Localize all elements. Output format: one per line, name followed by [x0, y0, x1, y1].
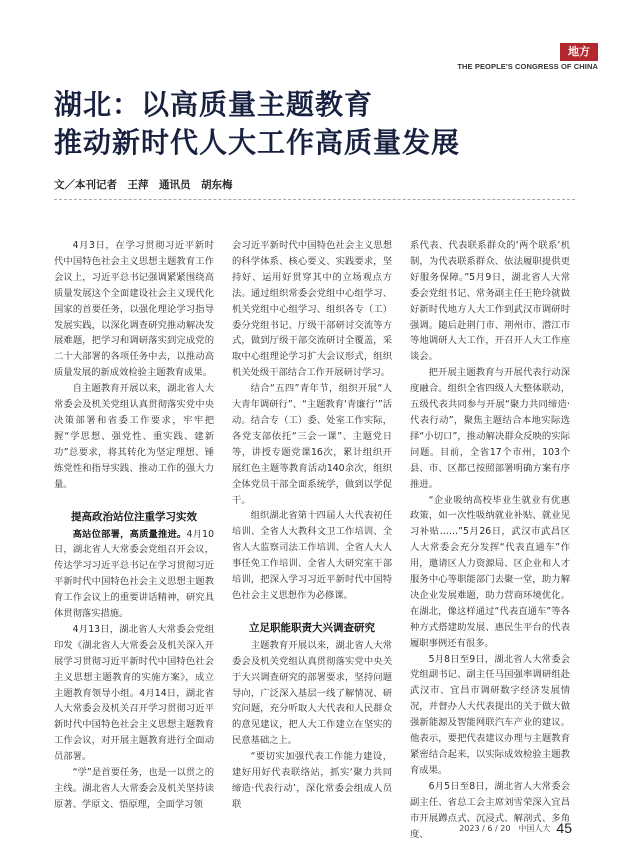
paragraph: 会习近平新时代中国特色社会主义思想的科学体系、核心要义、实践要求，坚持好、运用好贯穿其中的立场观点方法。通过组织常委会党组中心组学习、机关党组中心组学习、组织各专（工）委分党组书记、厅级干部研讨交流等方式，做到厅级干部交流研讨全覆盖，采取中心组理论学习扩大会议形式，组织机关处级干部结合工作开展研讨学习。 [232, 240, 392, 379]
divider [54, 199, 575, 200]
paragraph-text: 4月10日，湖北省人大常委会党组召开会议，传达学习习近平总书记在学习贯彻习近平新时代中国特色社会主义思想主题教育工作会议上的重要讲话精神，研究具体贯彻落实措施。 [54, 528, 214, 620]
paragraph: “要切实加强代表工作能力建设，建好用好代表联络站，抓实‘聚力共同缔造·代表行动’，深化常委会组成人员联 [232, 751, 392, 810]
paragraph: 组织湖北省第十四届人大代表初任培训、全省人大教科文卫工作培训、全省人大监察司法工作培训、全省人大人事任免工作培训、全省人大研究室干部培训，把深入学习习近平新时代中国特色社会主义思想作为必修课。 [232, 510, 392, 601]
title-line-1: 湖北：以高质量主题教育 [54, 88, 374, 121]
paragraph: 自主题教育开展以来，湖北省人大常委会及机关党组认真贯彻落实党中央决策部署和省委工作要求，牢牢把握“学思想、强党性、重实践、建新功”总要求，将其转化为坚定理想、锤炼党性和指导实践、推动工作的强大力量。 [54, 383, 214, 490]
paragraph: 4月3日，在学习贯彻习近平新时代中国特色社会主义思想主题教育工作会议上，习近平总书记强调紧紧围绕高质量发展这个全面建设社会主义现代化国家的首要任务，以强化理论学习指导发展实践，以深化调查研究推动解决发展难题，把学习和调研落实到完成党的二十大部署的各项任务中去，以推动高质量发展的新成效检验主题教育成果。 [54, 240, 214, 379]
column-3 [410, 238, 570, 842]
paragraph: 结合“五四”青年节，组织开展“人大青年调研行”、“主题教育‘青廉行’”活动。结合专（工）委、处室工作实际，各党支部依托“三会一课”、主题党日等，讲授专题党课16次，累计组织开展红色主题等教育活动140余次，组织全体党员干部全面系统学，做到以学促干。 [232, 383, 392, 506]
paragraph: 把开展主题教育与开展代表行动深度融合。组织全省四级人大整体联动，五级代表共同参与开展“聚力共同缔造·代表行动”，聚焦主题结合本地实际选择“小切口”，推动解决群众反映的实际问题。目前，全省17个市州，103个县、市、区都已按照部署明确方案有序推进。 [410, 367, 570, 490]
section-heading: 提高政治站位注重学习实效 [71, 510, 197, 523]
paragraph [54, 527, 214, 622]
paragraph: “企业吸纳高校毕业生就业有优惠政策，如一次性吸纳就业补贴、就业见习补贴……”5月26日，武汉市武昌区人大常委会充分发挥“代表直通车”作用，邀请区人力资源局、区企业和人才服务中心等职能部门去聚一堂，助力解决企业发展难题，助力营商环境优化。在湖北，像这样通过“代表直通车”等各种方式搭建助发展、惠民生平台的代表履职事例还有很多。 [410, 494, 570, 649]
article-title [54, 86, 460, 162]
paragraph: 5月8日至9日，湖北省人大常委会党组副书记、副主任马国强率调研组赴武汉市、宜昌市调研数字经济发展情况，并督办人大代表提出的关于做大做强新能源及智能网联汽车产业的建议。他表示，要把代表建议办理与主题教育紧密结合起来，以实际成效检验主题教育成果。 [410, 653, 570, 776]
paragraph: 4月13日，湖北省人大常委会党组印发《湖北省人大常委会及机关深入开展学习贯彻习近平新时代中国特色社会主义思想主题教育的实施方案》，成立主题教育领导小组。4月14日，湖北省人大常委会及机关召开学习贯彻习近平新时代中国特色社会主义思想主题教育工作会议，对开展主题教育进行全面动员部署。 [54, 623, 214, 763]
column-1 [54, 238, 214, 813]
masthead-subtitle: THE PEOPLE'S CONGRESS OF CHINA [457, 62, 598, 71]
paragraph: 6月5日至8日，湖北省人大常委会副主任、省总工会主席刘雪荣深入宜昌市开展蹲点式、沉浸式、解剖式、多角度、 [410, 780, 570, 840]
paragraph: 系代表、代表联系群众的‘两个联系’机制，为代表联系群众、依法履职提供更好服务保障。”5月9日，湖北省人大常委会党组书记、常务副主任王艳玲就做好新时代地方人大工作到武汉市调研时强调。随后赴荆门市、荆州市、潜江市等地调研人大工作，开召开人大工作座谈会。 [410, 240, 570, 363]
page-footer [459, 820, 572, 836]
section-tag: 地方 [560, 43, 598, 61]
lead-text: 高站位部署，高质量推进。 [72, 528, 187, 540]
issue-info: 2023 / 6 / 20 中国人大 [459, 824, 551, 833]
paragraph: 主题教育开展以来，湖北省人大常委会及机关党组认真贯彻落实党中央关于大兴调查研究的部署要求，坚持问题导向，广泛深入基层一线了解情况、研究问题，充分听取人大代表和人民群众的意见建议，把人大工作建立在坚实的民意基础之上。 [232, 639, 392, 747]
section-heading: 立足职能职责大兴调查研究 [249, 621, 375, 634]
column-2 [232, 238, 392, 813]
title-line-2: 推动新时代人大工作高质量发展 [54, 126, 461, 159]
paragraph: “学”是首要任务，也是一以贯之的主线。湖北省人大常委会及机关坚持读原著、学原文、悟原理，全面学习领 [54, 767, 214, 810]
section-masthead [457, 40, 598, 71]
page-number: 45 [556, 820, 572, 836]
byline: 文／本刊记者 王萍 通讯员 胡东梅 [54, 179, 233, 191]
